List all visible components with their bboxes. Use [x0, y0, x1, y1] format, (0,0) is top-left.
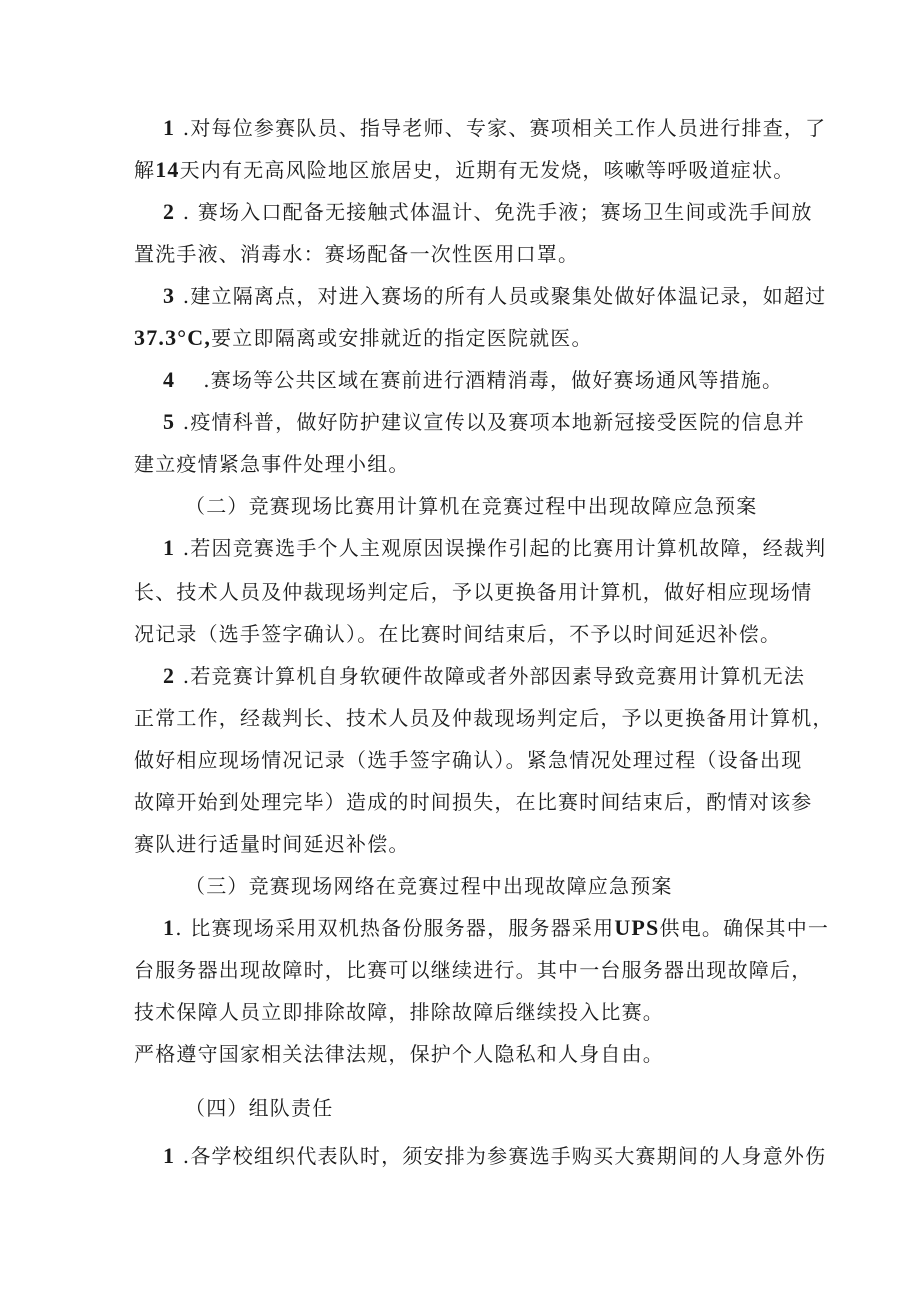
paragraph-line: [0, 829, 410, 859]
item-number: 1: [163, 535, 176, 560]
paragraph-line: [0, 281, 826, 311]
paragraph-line: [0, 619, 781, 649]
paragraph-line: [0, 577, 812, 607]
paragraph-text: 况记录（选手签字确认）。在比赛时间结束后，不予以时间延迟补偿。: [134, 622, 782, 646]
paragraph-text: .各学校组织代表队时，须安排为参赛选手购买大赛期间的人身意外伤: [175, 1144, 827, 1168]
heading-text: （三）竞赛现场网络在竞赛过程中出现故障应急预案: [185, 874, 673, 898]
paragraph-line: [0, 533, 826, 563]
paragraph-line: [0, 661, 805, 691]
paragraph-text: 长、技术人员及仲裁现场判定后，予以更换备用计算机，做好相应现场情: [134, 580, 813, 604]
paragraph-text: . 比赛现场采用双机热备份服务器，服务器采用: [175, 916, 615, 940]
item-number: 3: [163, 283, 176, 308]
paragraph-line: [0, 365, 783, 395]
paragraph-text: .对每位参赛队员、指导老师、专家、赛项相关工作人员进行排查，了: [175, 116, 827, 140]
paragraph-text: . 赛场入口配备无接触式体温计、免洗手液；赛场卫生间或洗手间放: [175, 200, 813, 224]
section-heading: [0, 491, 757, 521]
item-number: 1: [163, 915, 176, 940]
paragraph-text: 严格遵守国家相关法律法规，保护个人隐私和人身自由。: [134, 1042, 664, 1066]
item-number: 1: [163, 115, 176, 140]
paragraph-text: .若因竞赛选手个人主观原因误操作引起的比赛用计算机故障，经裁判: [175, 536, 827, 560]
paragraph-text: .赛场等公共区域在赛前进行酒精消毒，做好赛场通风等措施。: [203, 368, 784, 392]
paragraph-text: .疫情科普，做好防护建议宣传以及赛项本地新冠接受医院的信息并: [175, 410, 806, 434]
paragraph-text: 做好相应现场情况记录（选手签字确认）。紧急情况处理过程（设备出现: [134, 748, 803, 772]
paragraph-text: 正常工作，经裁判长、技术人员及仲裁现场判定后，予以更换备用计算机，: [134, 706, 834, 730]
heading-text: （四）组队责任: [185, 1096, 334, 1120]
paragraph-line: [0, 913, 829, 943]
inline-number: 37.3°C,: [134, 325, 212, 350]
paragraph-text: 故障开始到处理完毕）造成的时间损失，在比赛时间结束后，酌情对该参: [134, 790, 813, 814]
paragraph-text: 赛队进行适量时间延迟补偿。: [134, 832, 410, 856]
paragraph-text: 台服务器出现故障时，比赛可以继续进行。其中一台服务器出现故障后，: [134, 958, 813, 982]
paragraph-line: [0, 407, 805, 437]
paragraph-line: [0, 113, 826, 143]
paragraph-text: 建立疫情紧急事件处理小组。: [134, 452, 410, 476]
paragraph-line: [0, 155, 794, 185]
section-heading: [0, 1093, 333, 1123]
paragraph-line: [0, 449, 410, 479]
paragraph-line: [0, 323, 593, 353]
inline-number: 14: [155, 157, 180, 182]
paragraph-line: [0, 703, 834, 733]
item-number: 1: [163, 1143, 176, 1168]
paragraph-text: 解: [134, 158, 156, 182]
paragraph-text: .建立隔离点，对进入赛场的所有人员或聚集处做好体温记录，如超过: [175, 284, 827, 308]
paragraph-line: [0, 1039, 664, 1069]
heading-text: （二）竞赛现场比赛用计算机在竞赛过程中出现故障应急预案: [185, 494, 758, 518]
paragraph-text: 天内有无高风险地区旅居史，近期有无发烧，咳嗽等呼吸道症状。: [179, 158, 795, 182]
item-number: 2: [163, 199, 176, 224]
paragraph-line: [0, 787, 812, 817]
paragraph-line: [0, 239, 579, 269]
paragraph-text: 要立即隔离或安排就近的指定医院就医。: [211, 326, 593, 350]
paragraph-line: [0, 745, 802, 775]
paragraph-text: 技术保障人员立即排除故障，排除故障后继续投入比赛。: [134, 1000, 664, 1024]
section-heading: [0, 871, 673, 901]
item-number: 4: [163, 367, 176, 392]
paragraph-line: [0, 197, 813, 227]
item-number: 2: [163, 663, 176, 688]
paragraph-line: [0, 955, 812, 985]
paragraph-line: [0, 997, 664, 1027]
paragraph-text: 置洗手液、消毒水：赛场配备一次性医用口罩。: [134, 242, 580, 266]
paragraph-text: 供电。确保其中一: [659, 916, 830, 940]
paragraph-line: [0, 1141, 826, 1171]
paragraph-text: .若竞赛计算机自身软硬件故障或者外部因素导致竞赛用计算机无法: [175, 664, 806, 688]
item-number: 5: [163, 409, 176, 434]
inline-number: UPS: [614, 915, 660, 940]
